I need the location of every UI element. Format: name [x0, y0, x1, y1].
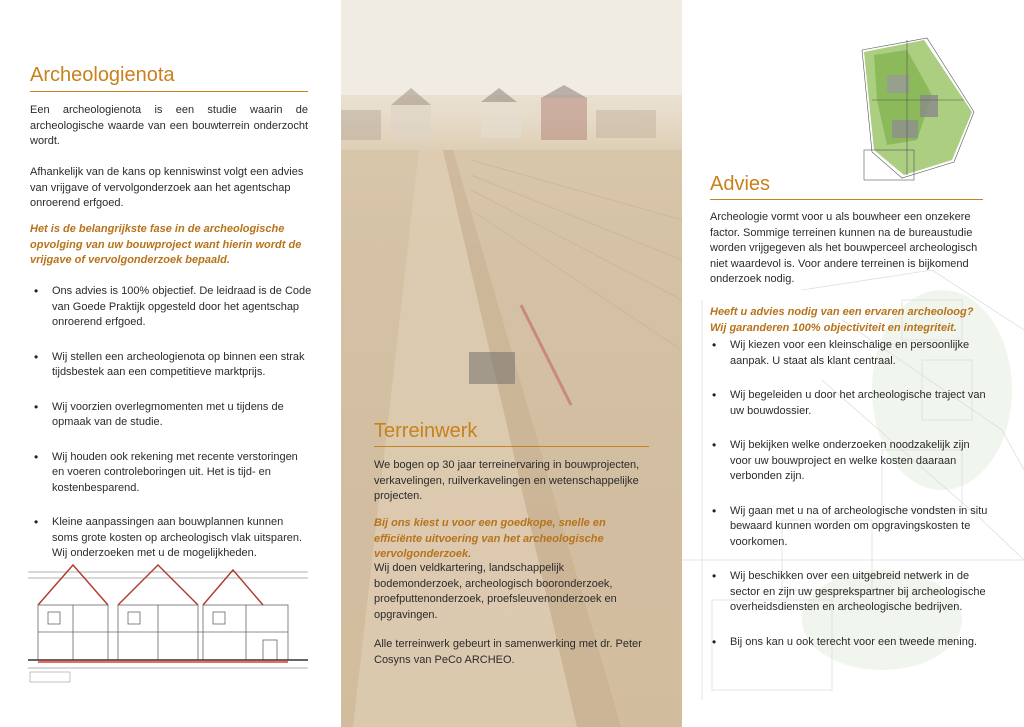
list-item: • Wij bekijken welke onderzoeken noodzakelijk zijn voor uw bouwproject en welke kosten daaraan verbonden zijn. — [708, 438, 994, 485]
panel-advies — [682, 0, 1024, 727]
advies-bullet-list — [30, 284, 312, 562]
para-text: Afhankelijk van de kans op kenniswinst volgt een advies van vrijgave of vervolgonderzoek aan het agentschap onroerend erfgoed. — [30, 166, 304, 209]
emphasis-text: Bij ons kiest u voor een goedkope, snelle en efficiënte uitvoering van het archeologische vervolgonderzoek. — [374, 517, 606, 560]
para-text: Alle terreinwerk gebeurt in samenwerking met dr. Peter Cosyns van PeCo ARCHEO. — [374, 638, 642, 666]
terreinwerk-heading: Terreinwerk — [374, 420, 478, 442]
list-item: • Bij ons kan u ook terecht voor een tweede mening. — [708, 635, 994, 651]
list-item: • Wij stellen een archeologienota op binnen een strak tijdsbestek aan een competitieve marktprijs. — [30, 350, 312, 381]
heading-rule — [710, 199, 983, 200]
emphasis-text: Het is de belangrijkste fase in de archeologische opvolging van uw bouwproject want hierin wordt de vrijgave of vervolgonderzoek bepaald. — [30, 223, 302, 266]
heading-rule — [374, 446, 649, 447]
para-text: We bogen op 30 jaar terreinervaring in bouwprojecten, verkavelingen, ruilverkavelingen en wetenschappelijke projecten. — [374, 459, 640, 502]
list-item: • Wij kiezen voor een kleinschalige en persoonlijke aanpak. U staat als klant centraal. — [708, 338, 994, 369]
archeologienota-heading: Archeologienota — [30, 64, 175, 86]
list-item: • Wij begeleiden u door het archeologische traject van uw bouwdossier. — [708, 388, 994, 419]
panel-archeologienota — [0, 0, 341, 727]
intro-text: Een archeologienota is een studie waarin de archeologische waarde van een bouwterrein onderzocht wordt. — [30, 104, 308, 147]
advies-bullet-list — [708, 338, 994, 650]
list-item: • Kleine aanpassingen aan bouwplannen kunnen soms grote kosten op archeologisch vlak uitsparen. Wij onderzoeken met u de mogelijkheden. — [30, 515, 312, 562]
intro-text: Archeologie vormt voor u als bouwheer een onzekere factor. Sommige terreinen kunnen na de bureaustudie worden vrijgegeven als het bouwperceel archeologisch niet waardevol is. Voor andere terreinen is bijkomend onderzoek nodig. — [710, 211, 978, 285]
list-item: • Wij voorzien overlegmomenten met u tijdens de opmaak van de studie. — [30, 400, 312, 431]
advies-heading: Advies — [710, 173, 771, 195]
list-item: • Wij houden ook rekening met recente verstoringen en voeren controleboringen uit. Het is tijd- en kostenbesparend. — [30, 450, 312, 497]
house-section-drawing — [18, 560, 318, 690]
emphasis-text: Heeft u advies nodig van een ervaren archeoloog? Wij garanderen 100% objectiviteit en integriteit. — [710, 306, 974, 334]
heading-rule — [30, 91, 308, 92]
panel-terreinwerk — [341, 0, 682, 727]
para-text: Wij doen veldkartering, landschappelijk bodemonderzoek, archeologisch booronderzoek, proefputtenonderzoek, proefsleuvenonderzoek en opgravingen. — [374, 562, 617, 621]
list-item: • Wij gaan met u na of archeologische vondsten in situ bewaard kunnen worden om opgravingskosten te voorkomen. — [708, 504, 994, 551]
list-item: • Ons advies is 100% objectief. De leidraad is de Code van Goede Praktijk opgesteld door het agentschap onroerend erfgoed. — [30, 284, 312, 331]
list-item: • Wij beschikken over een uitgebreid netwerk in de sector en zijn uw gesprekspartner bij archeologische overheidsdiensten en archeologische bedrijven. — [708, 569, 994, 616]
